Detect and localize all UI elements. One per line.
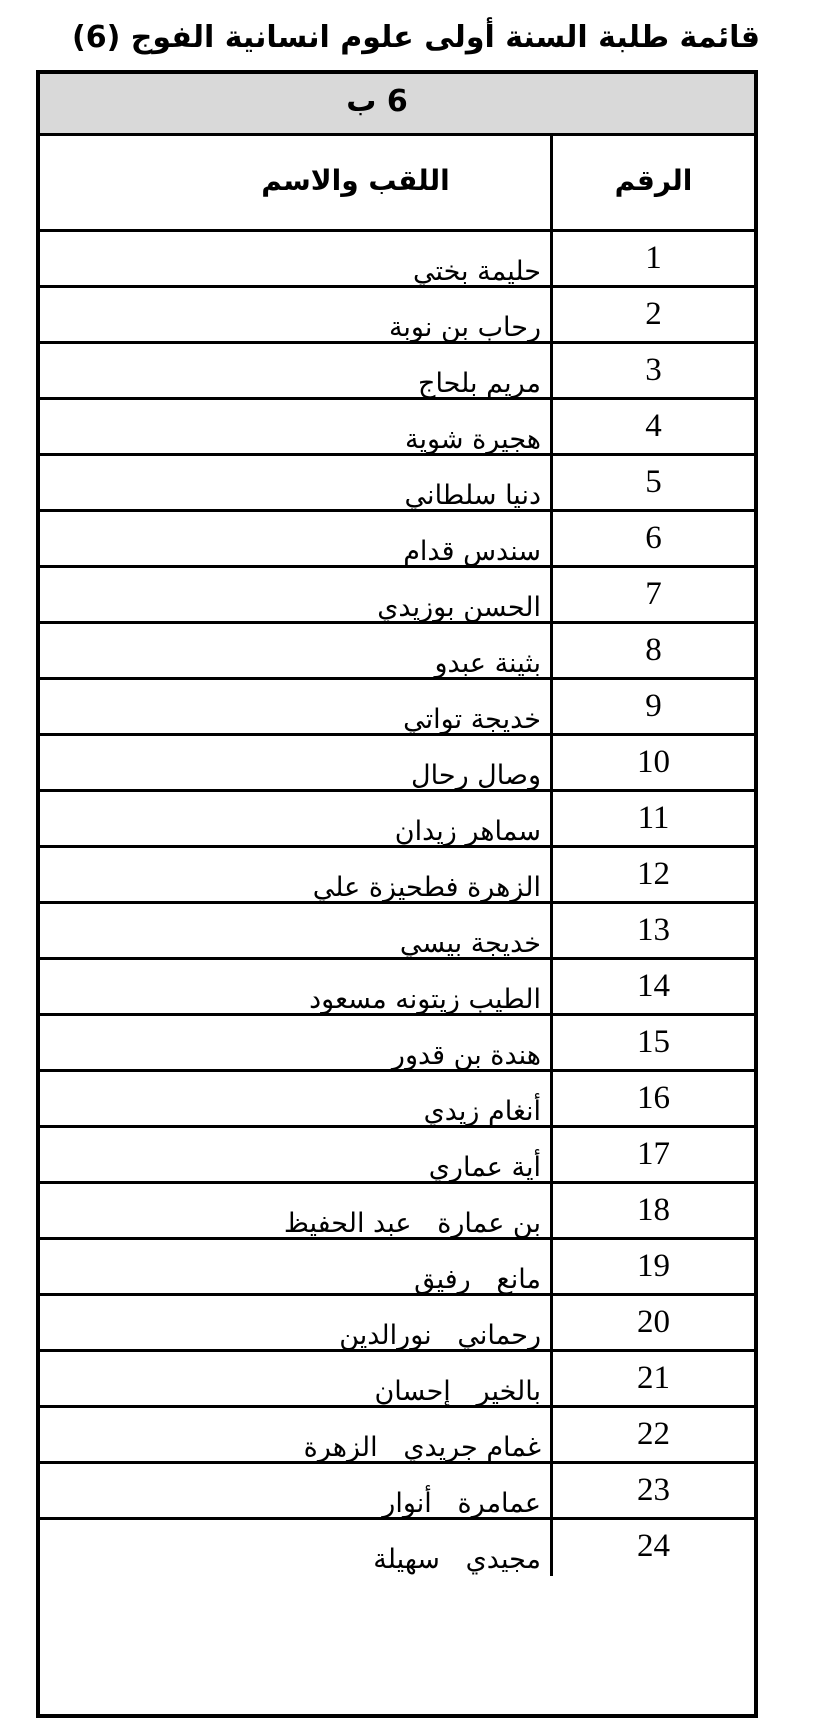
table-row (40, 568, 754, 624)
student-number: 12 (550, 848, 754, 901)
student-name: أنغام زيدي (423, 1096, 541, 1127)
table-row (40, 1520, 754, 1576)
table-row (40, 400, 754, 456)
table-row (40, 680, 754, 736)
student-name: دنيا سلطاني (404, 480, 541, 511)
table-row (40, 344, 754, 400)
student-number: 3 (550, 344, 754, 397)
table-row (40, 624, 754, 680)
table-row (40, 792, 754, 848)
student-number: 8 (550, 624, 754, 677)
student-name: مريم بلحاج (418, 368, 541, 399)
student-name: عمامرة أنوار (382, 1488, 541, 1519)
student-name: مجيدي سهيلة (373, 1544, 541, 1575)
table-row (40, 1408, 754, 1464)
student-name: مانع رفيق (414, 1264, 541, 1295)
table-row (40, 960, 754, 1016)
student-number: 11 (550, 792, 754, 845)
student-name: بن عمارة عبد الحفيظ (283, 1208, 541, 1239)
table-row (40, 1352, 754, 1408)
student-number: 10 (550, 736, 754, 789)
student-number: 17 (550, 1128, 754, 1181)
student-name: سندس قدام (403, 536, 541, 567)
column-header-row (40, 136, 754, 232)
table-row (40, 904, 754, 960)
student-name: الطيب زيتونه مسعود (309, 984, 541, 1015)
student-name: وصال رحال (411, 760, 541, 791)
table-row (40, 1016, 754, 1072)
table-row (40, 1240, 754, 1296)
student-number: 1 (550, 232, 754, 285)
student-number: 9 (550, 680, 754, 733)
student-name: خديجة بيسي (399, 928, 541, 959)
table-row (40, 1184, 754, 1240)
table-row (40, 1296, 754, 1352)
student-name: رحاب بن نوبة (388, 312, 541, 343)
student-number: 7 (550, 568, 754, 621)
table-row (40, 848, 754, 904)
student-name: رحماني نورالدين (339, 1320, 541, 1351)
student-number: 20 (550, 1296, 754, 1349)
student-name: غمام جريدي الزهرة (303, 1432, 541, 1463)
group-letter: ب (346, 84, 377, 119)
student-number: 2 (550, 288, 754, 341)
student-number: 22 (550, 1408, 754, 1461)
table-row (40, 288, 754, 344)
student-number: 18 (550, 1184, 754, 1237)
table-row (40, 736, 754, 792)
group-number: 6 (386, 84, 408, 119)
student-number: 23 (550, 1464, 754, 1517)
table-row (40, 512, 754, 568)
student-number: 24 (550, 1520, 754, 1576)
student-number: 14 (550, 960, 754, 1013)
student-name: هندة بن قدور (391, 1040, 541, 1071)
student-name: سماهر زيدان (394, 816, 541, 847)
number-column-header: الرقم (550, 136, 754, 229)
table-row (40, 1464, 754, 1520)
student-name: الحسن بوزيدي (377, 592, 541, 623)
student-number: 21 (550, 1352, 754, 1405)
student-number: 4 (550, 400, 754, 453)
table-row (40, 232, 754, 288)
student-number: 5 (550, 456, 754, 509)
student-number: 19 (550, 1240, 754, 1293)
name-column-header: اللقب والاسم (261, 164, 450, 197)
student-name: خديجة تواتي (403, 704, 541, 735)
student-name: بثينة عبدو (434, 648, 541, 679)
table-row (40, 1128, 754, 1184)
student-number: 16 (550, 1072, 754, 1125)
student-name: أية عماري (428, 1152, 541, 1183)
table-row (40, 456, 754, 512)
student-list-table (36, 70, 758, 1718)
table-row (40, 1072, 754, 1128)
group-header (40, 74, 754, 136)
student-number: 15 (550, 1016, 754, 1069)
page-title: قائمة طلبة السنة أولى علوم انسانية الفوج (6) (71, 20, 761, 55)
student-name: بالخير إحسان (374, 1376, 541, 1407)
student-name: هجيرة شوية (404, 424, 541, 455)
student-name: الزهرة فطحيزة علي (312, 872, 541, 903)
student-number: 6 (550, 512, 754, 565)
student-name: حليمة بختي (412, 256, 541, 287)
student-number: 13 (550, 904, 754, 957)
